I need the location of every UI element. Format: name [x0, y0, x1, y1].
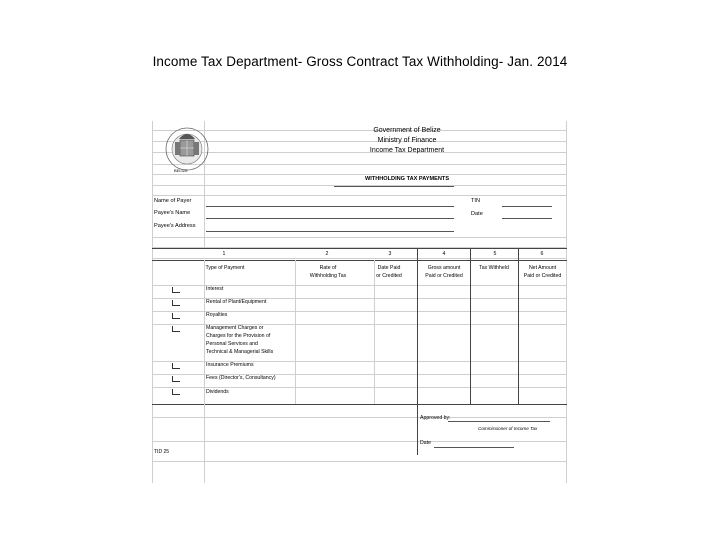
column-number-divider	[152, 260, 567, 261]
grid-line	[566, 121, 567, 483]
grid-line	[152, 441, 567, 442]
department-title: Income Tax Department	[369, 147, 445, 154]
rate-header-line2: Withholding Tax	[309, 273, 347, 279]
form-title: WITHHOLDING TAX PAYMENTS	[364, 176, 450, 182]
column-number: 5	[493, 251, 497, 257]
form-code: TID 25	[154, 449, 170, 455]
gross-amount-header-line1: Gross amount	[427, 265, 461, 271]
withholding-tax-form	[152, 121, 567, 483]
column-number: 6	[540, 251, 544, 257]
column-number: 1	[222, 251, 226, 257]
payment-type-item: Fees (Director's, Consultancy)	[206, 375, 276, 381]
government-title: Government of Belize	[373, 127, 441, 134]
grid-line	[152, 387, 567, 388]
payment-type-item: Royalties	[206, 312, 228, 318]
payment-type-item: Management Charges or	[206, 325, 264, 331]
approval-date-line[interactable]	[434, 447, 514, 448]
date-paid-header-line2: or Credited	[376, 273, 402, 279]
ministry-title: Ministry of Finance	[377, 137, 437, 144]
payment-type-item: Dividends	[206, 389, 229, 395]
net-amount-header-line2: Paid or Credited	[523, 273, 562, 279]
payees-address-field[interactable]	[206, 231, 454, 232]
approval-date-label: Date	[420, 440, 431, 446]
column-number: 3	[388, 251, 392, 257]
grid-line	[152, 174, 567, 175]
slide-title: Income Tax Department- Gross Contract Tax Withholding- Jan. 2014	[152, 54, 568, 69]
table-bottom-border	[152, 404, 567, 405]
column-divider	[204, 260, 205, 483]
column-divider	[374, 260, 375, 404]
grid-line	[152, 461, 567, 462]
tin-label: TIN	[471, 198, 481, 204]
fees-checkbox[interactable]	[172, 376, 180, 382]
grid-line	[152, 237, 567, 238]
name-of-payer-field[interactable]	[206, 206, 454, 207]
payment-type-item: Charges for the Provision of	[206, 333, 271, 339]
approved-by-label: Approved by:	[420, 415, 451, 421]
dividends-checkbox[interactable]	[172, 389, 180, 395]
gross-amount-header-line2: Paid or Credited	[425, 273, 463, 279]
payment-type-item: Rental of Plant/Equipment	[206, 299, 267, 305]
payment-type-item: Insurance Premiums	[206, 362, 254, 368]
title-underline	[334, 186, 454, 187]
rental-checkbox[interactable]	[172, 300, 180, 306]
tin-field[interactable]	[502, 206, 552, 207]
rate-header-line1: Rate of	[319, 265, 337, 271]
approved-by-signature-line[interactable]	[448, 421, 550, 422]
payment-type-item: Interest	[206, 286, 224, 292]
date-paid-header-line1: Date Paid	[377, 265, 401, 271]
tax-withheld-header: Tax Withheld	[479, 265, 509, 271]
grid-line	[152, 195, 567, 196]
table-top-border	[152, 248, 567, 249]
management-charges-checkbox[interactable]	[172, 326, 180, 332]
net-amount-header-line1: Net Amount	[528, 265, 557, 271]
grid-line	[152, 258, 567, 259]
payees-name-label: Payee's Name	[154, 210, 191, 216]
payees-address-label: Payee's Address	[154, 223, 196, 229]
date-field[interactable]	[502, 218, 552, 219]
seal-text: BELIZE	[174, 168, 188, 173]
payees-name-field[interactable]	[206, 218, 454, 219]
column-number: 2	[325, 251, 329, 257]
column-number: 4	[442, 251, 446, 257]
type-of-payment-header: Type of Payment	[205, 265, 245, 271]
grid-line	[152, 121, 153, 483]
name-of-payer-label: Name of Payer	[154, 198, 192, 204]
payment-type-item: Technical & Managerial Skills	[206, 349, 274, 355]
commissioner-label: Commissioner of Income Tax	[478, 426, 538, 431]
payment-type-item: Personal Services and	[206, 341, 258, 347]
royalties-checkbox[interactable]	[172, 313, 180, 319]
grid-line	[152, 417, 567, 418]
insurance-premiums-checkbox[interactable]	[172, 363, 180, 369]
grid-line	[152, 164, 567, 165]
interest-checkbox[interactable]	[172, 287, 180, 293]
date-label: Date	[471, 211, 483, 217]
column-divider	[295, 260, 296, 404]
